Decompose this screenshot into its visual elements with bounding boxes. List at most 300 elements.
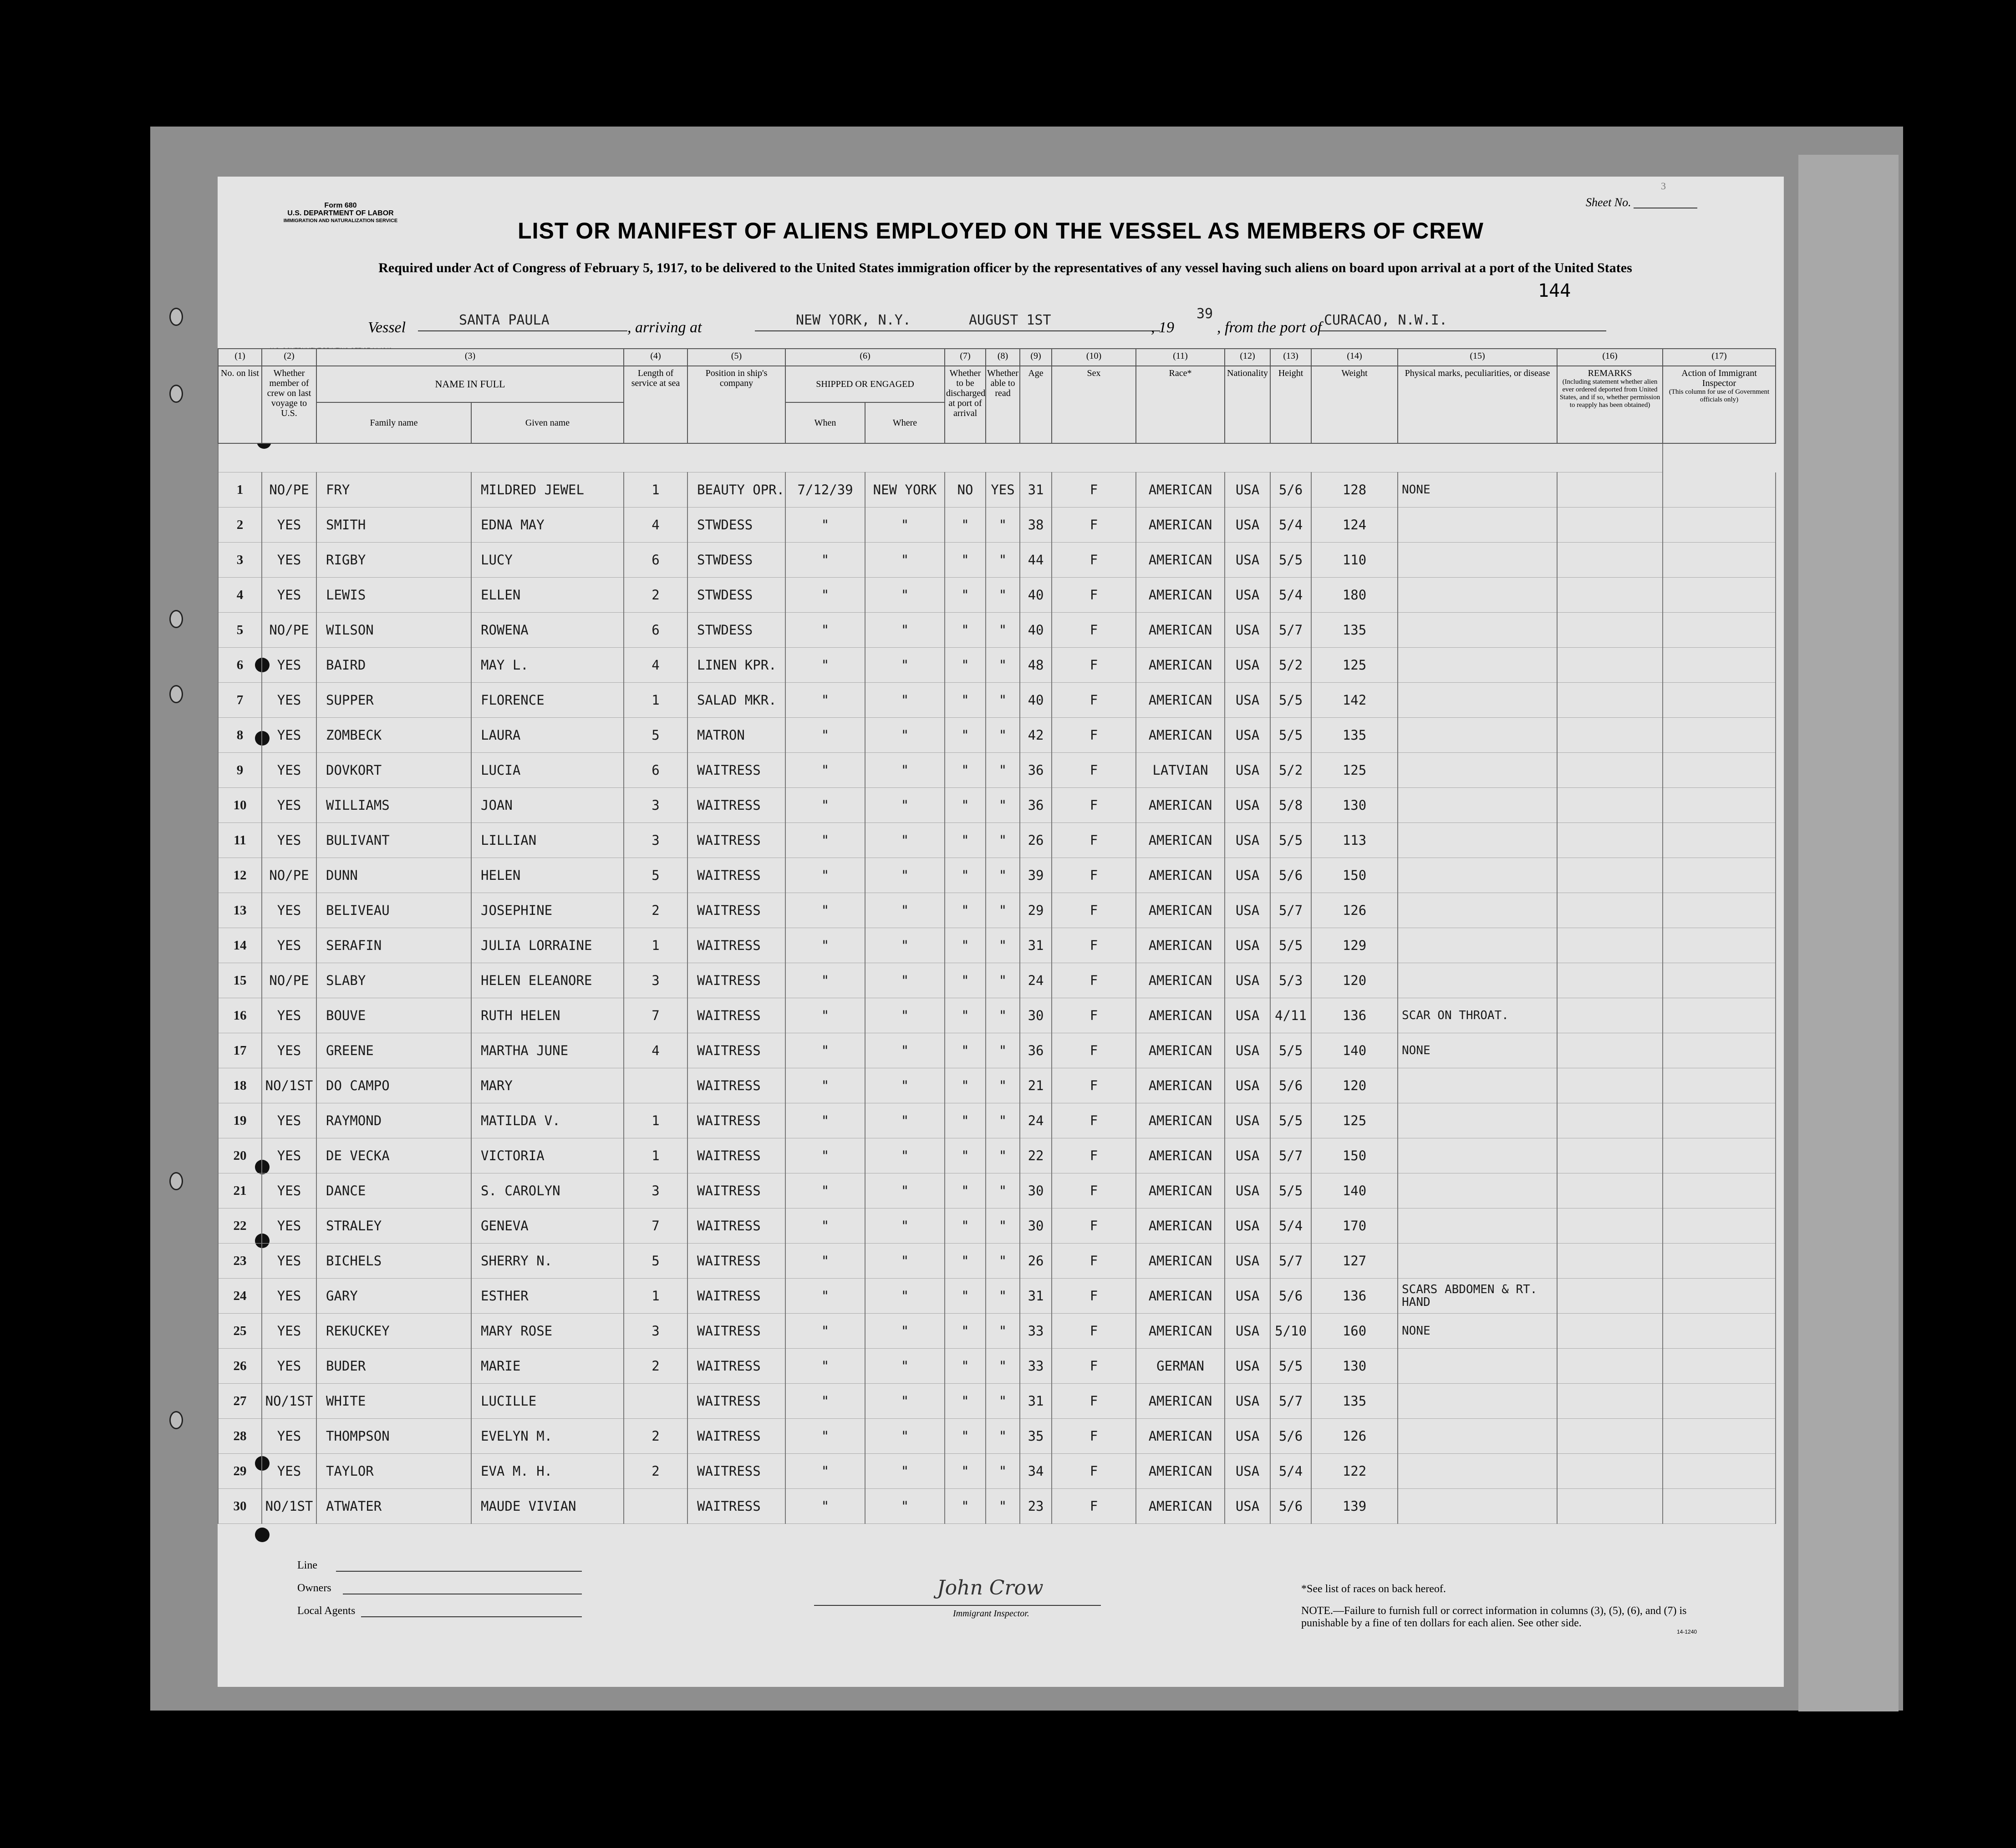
cell-sex: F — [1052, 1279, 1136, 1314]
cell-given-name: VICTORIA — [471, 1138, 624, 1173]
cell-previous-voyage: YES — [262, 928, 316, 963]
cell-length-of-service: 5 — [624, 858, 687, 893]
cell-shipped-where: " — [865, 823, 945, 858]
table-row — [218, 1103, 1776, 1138]
cell-shipped-when: " — [785, 858, 865, 893]
cell-nationality: USA — [1225, 543, 1270, 578]
cell-position: WAITRESS — [687, 928, 785, 963]
penalty-note: NOTE.—Failure to furnish full or correct information in columns (3), (5), (6), and (7) is punishable by a fine of ten dollars for each alien. See other side. — [1301, 1605, 1687, 1629]
table-row — [218, 1454, 1776, 1489]
cell-race: AMERICAN — [1136, 613, 1225, 648]
cell-shipped-where: " — [865, 753, 945, 788]
cell-remarks — [1557, 858, 1663, 893]
cell-length-of-service: 3 — [624, 963, 687, 998]
cell-age: 26 — [1020, 1244, 1052, 1279]
cell-remarks — [1557, 753, 1663, 788]
cell-nationality: USA — [1225, 1489, 1270, 1524]
cell-nationality: USA — [1225, 858, 1270, 893]
cell-row-number: 13 — [218, 893, 262, 928]
header-discharged: Whether to be discharged at port of arrival — [945, 366, 986, 443]
local-agents-label: Local Agents — [297, 1605, 356, 1617]
form-department: U.S. DEPARTMENT OF LABOR — [287, 209, 394, 217]
cell-physical-marks — [1398, 753, 1557, 788]
cell-row-number: 20 — [218, 1138, 262, 1173]
cell-weight: 135 — [1311, 718, 1398, 753]
cell-nationality: USA — [1225, 788, 1270, 823]
cell-given-name: ROWENA — [471, 613, 624, 648]
cell-shipped-where: " — [865, 1384, 945, 1419]
cell-age: 31 — [1020, 472, 1052, 508]
cell-inspector-action — [1663, 928, 1776, 963]
cell-remarks — [1557, 1279, 1663, 1314]
table-row — [218, 648, 1776, 683]
col-num-17: (17) — [1663, 349, 1776, 366]
col-num-14: (14) — [1311, 349, 1398, 366]
cell-age: 30 — [1020, 1173, 1052, 1208]
cell-row-number: 27 — [218, 1384, 262, 1419]
cell-row-number: 3 — [218, 543, 262, 578]
cell-previous-voyage: YES — [262, 788, 316, 823]
cell-nationality: USA — [1225, 1033, 1270, 1068]
cell-age: 21 — [1020, 1068, 1052, 1103]
cell-length-of-service: 1 — [624, 1138, 687, 1173]
cell-previous-voyage: YES — [262, 1314, 316, 1349]
departure-port: CURACAO, N.W.I. — [1324, 312, 1447, 328]
cell-physical-marks — [1398, 508, 1557, 543]
table-row — [218, 1208, 1776, 1244]
cell-length-of-service: 2 — [624, 1419, 687, 1454]
header-no-on-list: No. on list — [218, 366, 262, 443]
cell-sex: F — [1052, 1419, 1136, 1454]
cell-inspector-action — [1663, 1208, 1776, 1244]
cell-shipped-where: " — [865, 788, 945, 823]
cell-height: 5/5 — [1270, 683, 1311, 718]
cell-length-of-service: 1 — [624, 1103, 687, 1138]
cell-length-of-service: 5 — [624, 718, 687, 753]
cell-given-name: LUCIA — [471, 753, 624, 788]
cell-discharged: " — [945, 823, 986, 858]
cell-weight: 150 — [1311, 858, 1398, 893]
cell-previous-voyage: NO/PE — [262, 858, 316, 893]
cell-length-of-service: 4 — [624, 648, 687, 683]
cell-given-name: MARY ROSE — [471, 1314, 624, 1349]
cell-remarks — [1557, 1314, 1663, 1349]
cell-shipped-when: " — [785, 1489, 865, 1524]
col-num-13: (13) — [1270, 349, 1311, 366]
cell-family-name: SUPPER — [316, 683, 471, 718]
arrival-date: AUGUST 1ST — [969, 312, 1051, 328]
cell-discharged: " — [945, 1033, 986, 1068]
cell-age: 40 — [1020, 613, 1052, 648]
cell-race: AMERICAN — [1136, 1138, 1225, 1173]
cell-family-name: DOVKORT — [316, 753, 471, 788]
cell-age: 36 — [1020, 753, 1052, 788]
cell-sex: F — [1052, 1314, 1136, 1349]
cell-remarks — [1557, 998, 1663, 1033]
cell-race: AMERICAN — [1136, 1489, 1225, 1524]
cell-height: 5/6 — [1270, 1489, 1311, 1524]
cell-height: 5/10 — [1270, 1314, 1311, 1349]
cell-shipped-where: " — [865, 578, 945, 613]
cell-row-number: 22 — [218, 1208, 262, 1244]
cell-family-name: WHITE — [316, 1384, 471, 1419]
table-row — [218, 1384, 1776, 1419]
cell-position: WAITRESS — [687, 1454, 785, 1489]
table-row — [218, 998, 1776, 1033]
cell-length-of-service: 4 — [624, 508, 687, 543]
cell-nationality: USA — [1225, 1454, 1270, 1489]
cell-sex: F — [1052, 788, 1136, 823]
line-field — [336, 1571, 582, 1572]
cell-inspector-action — [1663, 1173, 1776, 1208]
col-num-8: (8) — [986, 349, 1020, 366]
sheet-label: Sheet No. — [1586, 196, 1631, 209]
cell-length-of-service: 3 — [624, 788, 687, 823]
cell-age: 26 — [1020, 823, 1052, 858]
cell-weight: 125 — [1311, 648, 1398, 683]
cell-weight: 125 — [1311, 1103, 1398, 1138]
cell-previous-voyage: YES — [262, 683, 316, 718]
cell-age: 38 — [1020, 508, 1052, 543]
cell-weight: 122 — [1311, 1454, 1398, 1489]
cell-remarks — [1557, 1489, 1663, 1524]
vessel-line — [418, 330, 627, 331]
cell-given-name: MILDRED JEWEL — [471, 472, 624, 508]
cell-inspector-action — [1663, 1454, 1776, 1489]
cell-discharged: " — [945, 1454, 986, 1489]
cell-physical-marks: NONE — [1398, 1033, 1557, 1068]
cell-able-to-read: " — [986, 1384, 1020, 1419]
cell-family-name: ZOMBECK — [316, 718, 471, 753]
cell-remarks — [1557, 1208, 1663, 1244]
cell-nationality: USA — [1225, 1279, 1270, 1314]
cell-nationality: USA — [1225, 1244, 1270, 1279]
table-row — [218, 1489, 1776, 1524]
cell-shipped-where: " — [865, 683, 945, 718]
table-row — [218, 1138, 1776, 1173]
cell-weight: 113 — [1311, 823, 1398, 858]
cell-given-name: MARTHA JUNE — [471, 1033, 624, 1068]
cell-sex: F — [1052, 1103, 1136, 1138]
cell-discharged: " — [945, 963, 986, 998]
cell-race: AMERICAN — [1136, 1033, 1225, 1068]
cell-age: 33 — [1020, 1314, 1052, 1349]
cell-inspector-action — [1663, 613, 1776, 648]
cell-shipped-where: " — [865, 963, 945, 998]
cell-previous-voyage: YES — [262, 578, 316, 613]
sheet-number: 3 — [1661, 180, 1666, 192]
cell-family-name: WILLIAMS — [316, 788, 471, 823]
table-row — [218, 472, 1776, 508]
cell-sex: F — [1052, 1173, 1136, 1208]
cell-sex: F — [1052, 543, 1136, 578]
cell-race: AMERICAN — [1136, 648, 1225, 683]
cell-inspector-action — [1663, 718, 1776, 753]
header-physical-marks: Physical marks, peculiarities, or disease — [1398, 366, 1557, 443]
cell-position: WAITRESS — [687, 1314, 785, 1349]
cell-given-name: LILLIAN — [471, 823, 624, 858]
cell-inspector-action — [1663, 1279, 1776, 1314]
cell-inspector-action — [1663, 1068, 1776, 1103]
local-agents-field — [361, 1616, 582, 1617]
cell-position: WAITRESS — [687, 963, 785, 998]
cell-height: 5/4 — [1270, 1454, 1311, 1489]
cell-race: AMERICAN — [1136, 718, 1225, 753]
cell-length-of-service: 7 — [624, 1208, 687, 1244]
cell-age: 44 — [1020, 543, 1052, 578]
cell-nationality: USA — [1225, 998, 1270, 1033]
cell-physical-marks: NONE — [1398, 1314, 1557, 1349]
cell-age: 33 — [1020, 1349, 1052, 1384]
cell-given-name: MATILDA V. — [471, 1103, 624, 1138]
table-row — [218, 683, 1776, 718]
cell-discharged: " — [945, 1314, 986, 1349]
header-nationality: Nationality — [1225, 366, 1270, 443]
cell-shipped-where: " — [865, 508, 945, 543]
cell-race: AMERICAN — [1136, 963, 1225, 998]
cell-length-of-service: 1 — [624, 683, 687, 718]
cell-previous-voyage: YES — [262, 1208, 316, 1244]
cell-family-name: BULIVANT — [316, 823, 471, 858]
cell-shipped-where: " — [865, 1244, 945, 1279]
cell-able-to-read: " — [986, 648, 1020, 683]
cell-row-number: 23 — [218, 1244, 262, 1279]
cell-height: 5/4 — [1270, 508, 1311, 543]
cell-height: 5/4 — [1270, 578, 1311, 613]
cell-remarks — [1557, 508, 1663, 543]
cell-discharged: " — [945, 928, 986, 963]
cell-family-name: FRY — [316, 472, 471, 508]
cell-sex: F — [1052, 718, 1136, 753]
table-row — [218, 543, 1776, 578]
cell-sex: F — [1052, 472, 1136, 508]
cell-previous-voyage: YES — [262, 1349, 316, 1384]
arriving-port: NEW YORK, N.Y. — [796, 312, 911, 328]
cell-previous-voyage: YES — [262, 998, 316, 1033]
cell-discharged: " — [945, 893, 986, 928]
cell-nationality: USA — [1225, 1419, 1270, 1454]
cell-nationality: USA — [1225, 683, 1270, 718]
cell-discharged: " — [945, 1208, 986, 1244]
binder-ring — [169, 1172, 183, 1190]
cell-sex: F — [1052, 578, 1136, 613]
cell-shipped-when: " — [785, 1419, 865, 1454]
cell-weight: 139 — [1311, 1489, 1398, 1524]
from-label: , from the port of — [1217, 319, 1322, 336]
cell-shipped-where: " — [865, 1314, 945, 1349]
cell-sex: F — [1052, 648, 1136, 683]
arriving-line — [755, 330, 1160, 331]
page-subtitle: Required under Act of Congress of February 5, 1917, to be delivered to the United States immigration officer by the representatives of any vessel having such aliens on board upon arrival at a port of the United States — [378, 260, 1632, 275]
header-family-name: Family name — [316, 402, 471, 443]
cell-physical-marks — [1398, 613, 1557, 648]
cell-height: 4/11 — [1270, 998, 1311, 1033]
cell-given-name: EVA M. H. — [471, 1454, 624, 1489]
cell-given-name: HELEN ELEANORE — [471, 963, 624, 998]
cell-family-name: WILSON — [316, 613, 471, 648]
cell-given-name: HELEN — [471, 858, 624, 893]
cell-given-name: S. CAROLYN — [471, 1173, 624, 1208]
cell-row-number: 11 — [218, 823, 262, 858]
cell-age: 24 — [1020, 963, 1052, 998]
cell-able-to-read: " — [986, 893, 1020, 928]
arrival-year: 39 — [1196, 306, 1213, 322]
cell-weight: 150 — [1311, 1138, 1398, 1173]
cell-physical-marks — [1398, 1138, 1557, 1173]
cell-length-of-service: 6 — [624, 613, 687, 648]
cell-shipped-when: " — [785, 1314, 865, 1349]
cell-physical-marks — [1398, 1244, 1557, 1279]
cell-shipped-when: " — [785, 1244, 865, 1279]
cell-shipped-when: " — [785, 788, 865, 823]
cell-remarks — [1557, 543, 1663, 578]
cell-shipped-where: " — [865, 1454, 945, 1489]
cell-sex: F — [1052, 1033, 1136, 1068]
cell-physical-marks — [1398, 1454, 1557, 1489]
vessel-name: SANTA PAULA — [459, 312, 550, 328]
cell-discharged: " — [945, 753, 986, 788]
table-row — [218, 1419, 1776, 1454]
cell-nationality: USA — [1225, 1068, 1270, 1103]
cell-length-of-service: 3 — [624, 1173, 687, 1208]
cell-physical-marks — [1398, 1349, 1557, 1384]
header-sex: Sex — [1052, 366, 1136, 443]
cell-shipped-when: " — [785, 1208, 865, 1244]
cell-length-of-service: 6 — [624, 753, 687, 788]
cell-race: AMERICAN — [1136, 1208, 1225, 1244]
col-num-12: (12) — [1225, 349, 1270, 366]
cell-previous-voyage: YES — [262, 1454, 316, 1489]
cell-physical-marks — [1398, 928, 1557, 963]
cell-given-name: GENEVA — [471, 1208, 624, 1244]
cell-position: STWDESS — [687, 613, 785, 648]
cell-race: LATVIAN — [1136, 753, 1225, 788]
table-row — [218, 1279, 1776, 1314]
cell-shipped-where: " — [865, 718, 945, 753]
cell-given-name: FLORENCE — [471, 683, 624, 718]
cell-row-number: 24 — [218, 1279, 262, 1314]
cell-previous-voyage: YES — [262, 753, 316, 788]
cell-previous-voyage: YES — [262, 508, 316, 543]
cell-able-to-read: " — [986, 613, 1020, 648]
cell-row-number: 15 — [218, 963, 262, 998]
table-row — [218, 893, 1776, 928]
cell-height: 5/5 — [1270, 1173, 1311, 1208]
cell-height: 5/5 — [1270, 718, 1311, 753]
cell-family-name: LEWIS — [316, 578, 471, 613]
cell-height: 5/6 — [1270, 1068, 1311, 1103]
cell-row-number: 26 — [218, 1349, 262, 1384]
cell-weight: 129 — [1311, 928, 1398, 963]
cell-age: 48 — [1020, 648, 1052, 683]
table-row — [218, 1173, 1776, 1208]
table-row — [218, 753, 1776, 788]
cell-previous-voyage: YES — [262, 893, 316, 928]
table-row — [218, 1068, 1776, 1103]
cell-discharged: " — [945, 998, 986, 1033]
cell-position: WAITRESS — [687, 823, 785, 858]
cell-inspector-action — [1663, 1384, 1776, 1419]
cell-row-number: 2 — [218, 508, 262, 543]
cell-given-name: EVELYN M. — [471, 1419, 624, 1454]
cell-previous-voyage: NO/1ST — [262, 1068, 316, 1103]
cell-discharged: " — [945, 543, 986, 578]
cell-shipped-when: " — [785, 1068, 865, 1103]
form-number: Form 680 — [324, 202, 357, 209]
cell-age: 31 — [1020, 1384, 1052, 1419]
cell-inspector-action — [1663, 1419, 1776, 1454]
cell-nationality: USA — [1225, 1208, 1270, 1244]
col-num-4: (4) — [624, 349, 687, 366]
cell-length-of-service: 4 — [624, 1033, 687, 1068]
col-num-15: (15) — [1398, 349, 1557, 366]
cell-remarks — [1557, 578, 1663, 613]
cell-discharged: " — [945, 1068, 986, 1103]
col-num-7: (7) — [945, 349, 986, 366]
cell-given-name: SHERRY N. — [471, 1244, 624, 1279]
cell-height: 5/7 — [1270, 1138, 1311, 1173]
cell-height: 5/5 — [1270, 543, 1311, 578]
cell-remarks — [1557, 1103, 1663, 1138]
cell-row-number: 12 — [218, 858, 262, 893]
cell-age: 22 — [1020, 1138, 1052, 1173]
cell-physical-marks: SCAR ON THROAT. — [1398, 998, 1557, 1033]
col-num-16: (16) — [1557, 349, 1663, 366]
cell-height: 5/6 — [1270, 1419, 1311, 1454]
cell-sex: F — [1052, 858, 1136, 893]
line-label: Line — [297, 1559, 317, 1571]
arriving-label: , arriving at — [627, 319, 702, 336]
cell-sex: F — [1052, 1208, 1136, 1244]
cell-able-to-read: " — [986, 1489, 1020, 1524]
cell-able-to-read: " — [986, 1208, 1020, 1244]
cell-physical-marks — [1398, 1419, 1557, 1454]
cell-inspector-action — [1663, 823, 1776, 858]
cell-sex: F — [1052, 963, 1136, 998]
cell-position: WAITRESS — [687, 1068, 785, 1103]
table-row — [218, 1314, 1776, 1349]
cell-length-of-service: 2 — [624, 1349, 687, 1384]
cell-physical-marks — [1398, 718, 1557, 753]
cell-weight: 135 — [1311, 1384, 1398, 1419]
cell-family-name: STRALEY — [316, 1208, 471, 1244]
binder-ring — [169, 308, 183, 326]
cell-remarks — [1557, 893, 1663, 928]
cell-remarks — [1557, 963, 1663, 998]
cell-age: 34 — [1020, 1454, 1052, 1489]
cell-nationality: USA — [1225, 1384, 1270, 1419]
spacer-cell — [218, 443, 1663, 472]
cell-length-of-service: 2 — [624, 578, 687, 613]
cell-shipped-when: " — [785, 893, 865, 928]
cell-inspector-action — [1663, 648, 1776, 683]
cell-remarks — [1557, 718, 1663, 753]
header-previous-voyage: Whether member of crew on last voyage to U.S. — [262, 366, 316, 443]
cell-row-number: 10 — [218, 788, 262, 823]
manifest-number: 144 — [1538, 280, 1571, 301]
cell-previous-voyage: NO/1ST — [262, 1384, 316, 1419]
cell-weight: 170 — [1311, 1208, 1398, 1244]
header-position: Position in ship's company — [687, 366, 785, 443]
cell-position: WAITRESS — [687, 1208, 785, 1244]
cell-position: MATRON — [687, 718, 785, 753]
cell-shipped-when: " — [785, 963, 865, 998]
cell-given-name: LUCILLE — [471, 1384, 624, 1419]
cell-able-to-read: " — [986, 1314, 1020, 1349]
cell-row-number: 21 — [218, 1173, 262, 1208]
cell-height: 5/8 — [1270, 788, 1311, 823]
cell-inspector-action — [1663, 1138, 1776, 1173]
